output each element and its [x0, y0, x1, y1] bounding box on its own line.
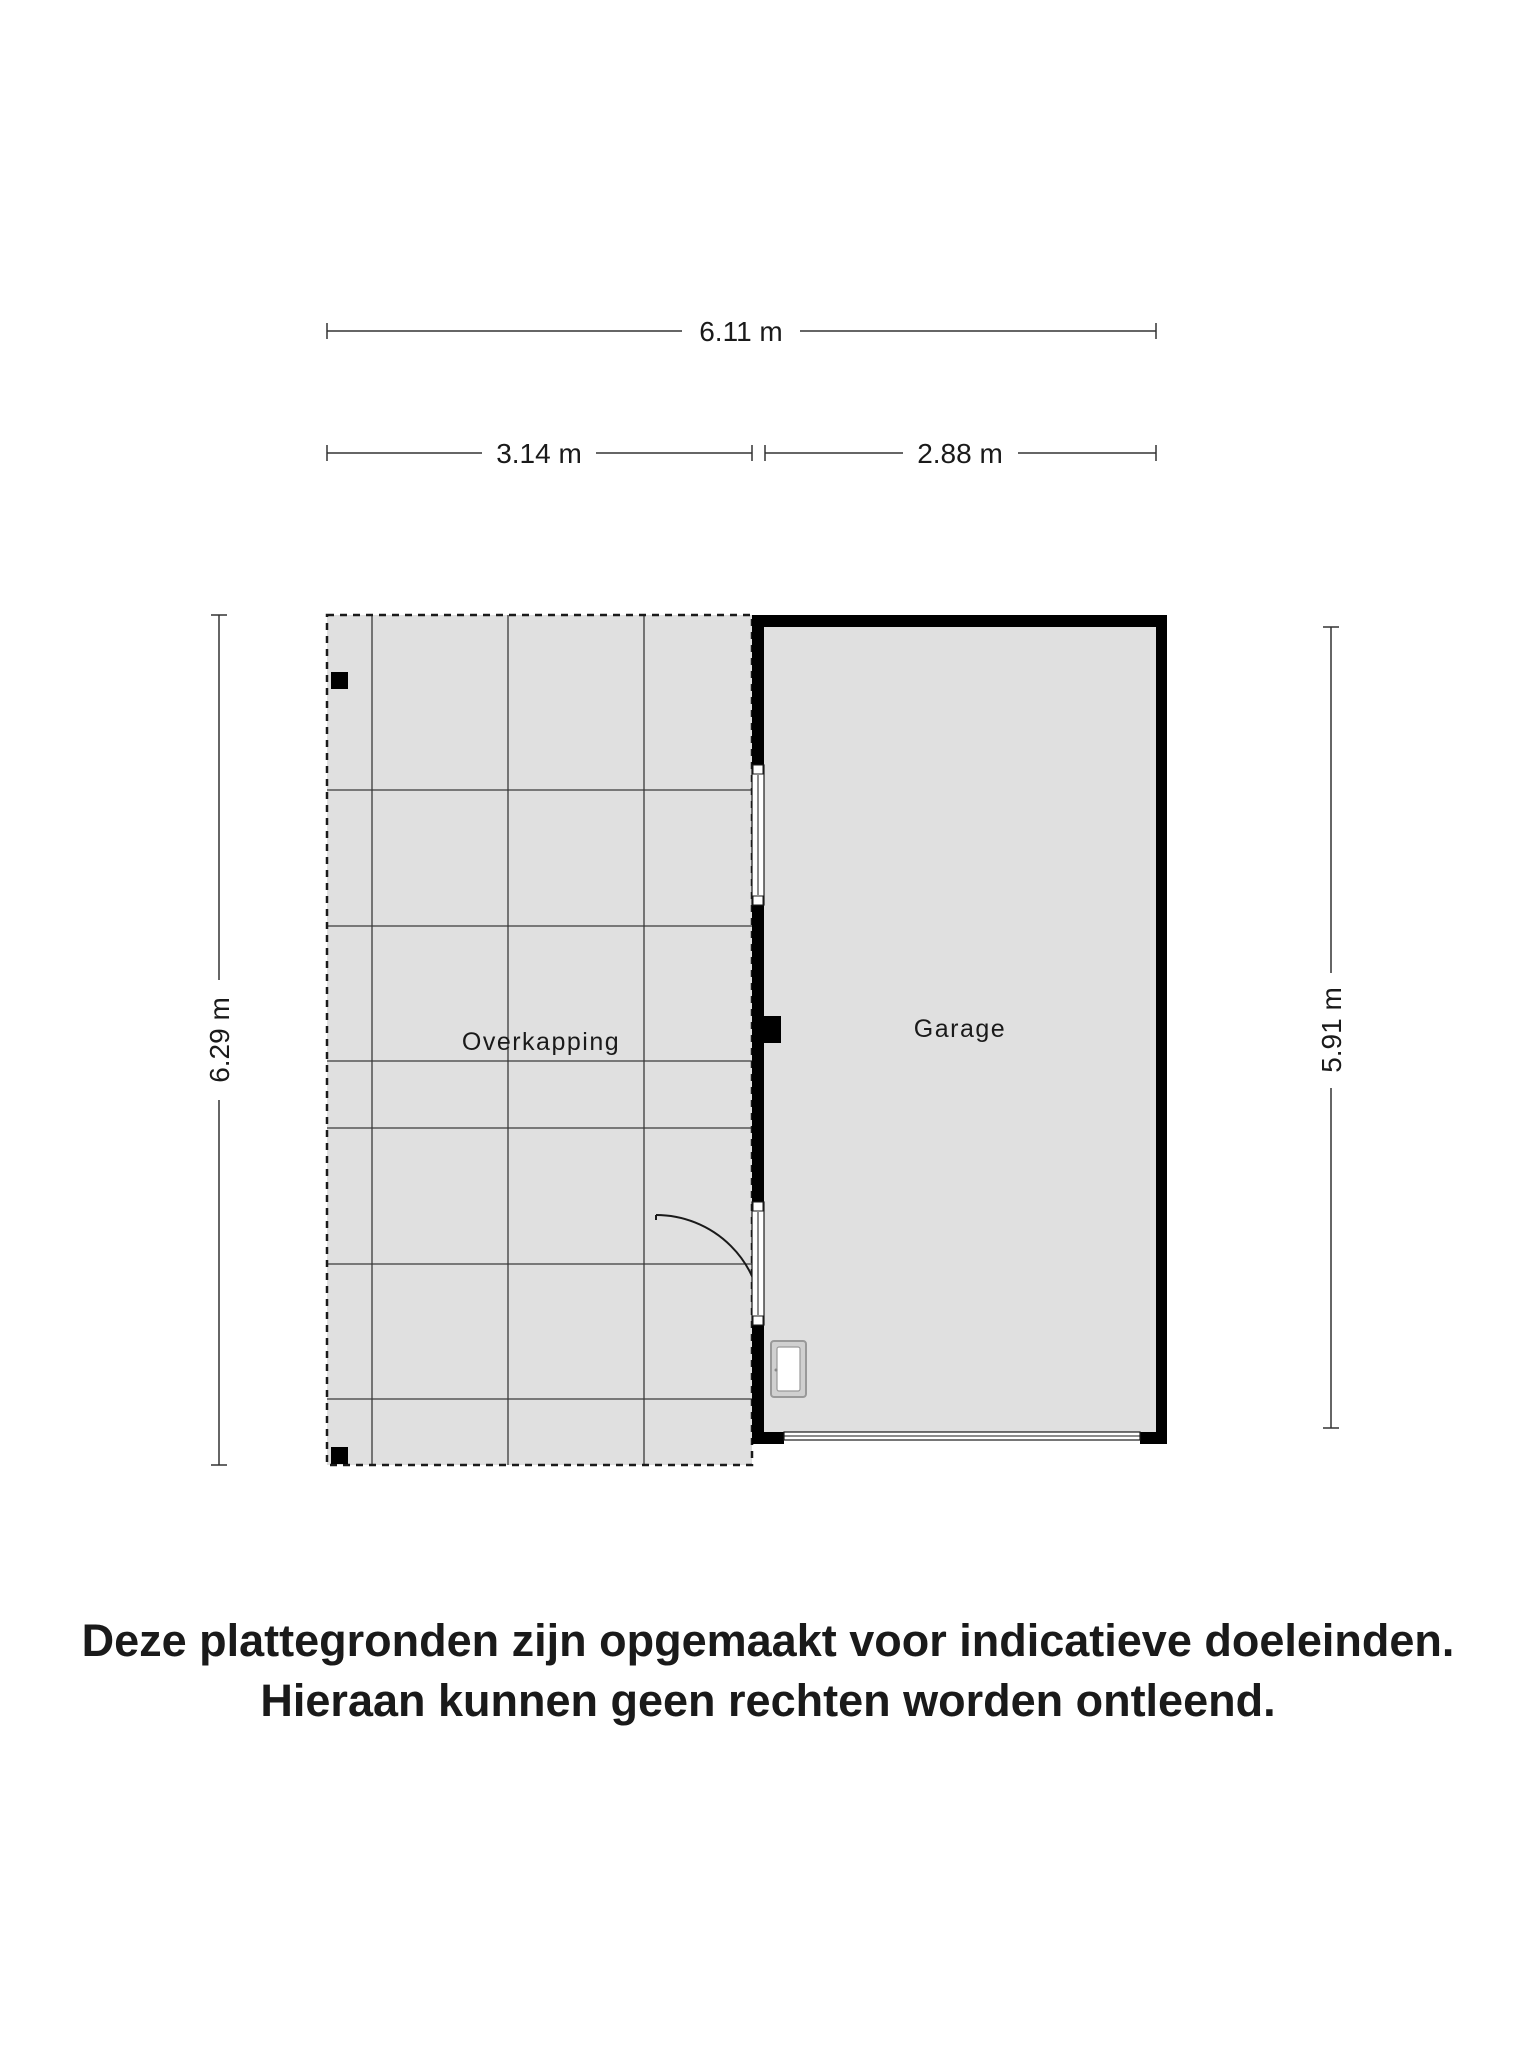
- dimension-garage-depth-label: 5.91 m: [1316, 987, 1347, 1073]
- room-label-overkapping: Overkapping: [461, 1028, 621, 1056]
- dimension-garage-width-label: 2.88 m: [917, 438, 1003, 469]
- dimension-overkapping-width-label: 3.14 m: [496, 438, 582, 469]
- bottom-wall-left-stub: [752, 1432, 784, 1444]
- wall-left-segment-2: [752, 905, 764, 1202]
- dimension-total-width-label: 6.11 m: [699, 316, 783, 347]
- wall-left-segment-1: [752, 615, 764, 765]
- wall-pillar: [764, 1016, 781, 1043]
- room-label-garage: Garage: [913, 1015, 1007, 1043]
- disclaimer-line-1: Deze plattegronden zijn opgemaakt voor indicatieve doeleinden.: [81, 1615, 1455, 1666]
- dimension-overkapping-depth-label: 6.29 m: [204, 997, 235, 1083]
- window-left-wall: [752, 765, 764, 905]
- door-opening: [752, 1202, 764, 1325]
- support-post-bottom: [331, 1447, 348, 1464]
- wall-top: [752, 615, 1167, 627]
- sink-icon: [771, 1341, 806, 1397]
- wall-right: [1156, 615, 1167, 1444]
- garage-door: [784, 1432, 1140, 1440]
- disclaimer-line-2: Hieraan kunnen geen rechten worden ontleend.: [260, 1675, 1276, 1726]
- support-post-top: [331, 672, 348, 689]
- bottom-wall-right-stub: [1140, 1432, 1167, 1444]
- wall-left-segment-3: [752, 1325, 764, 1444]
